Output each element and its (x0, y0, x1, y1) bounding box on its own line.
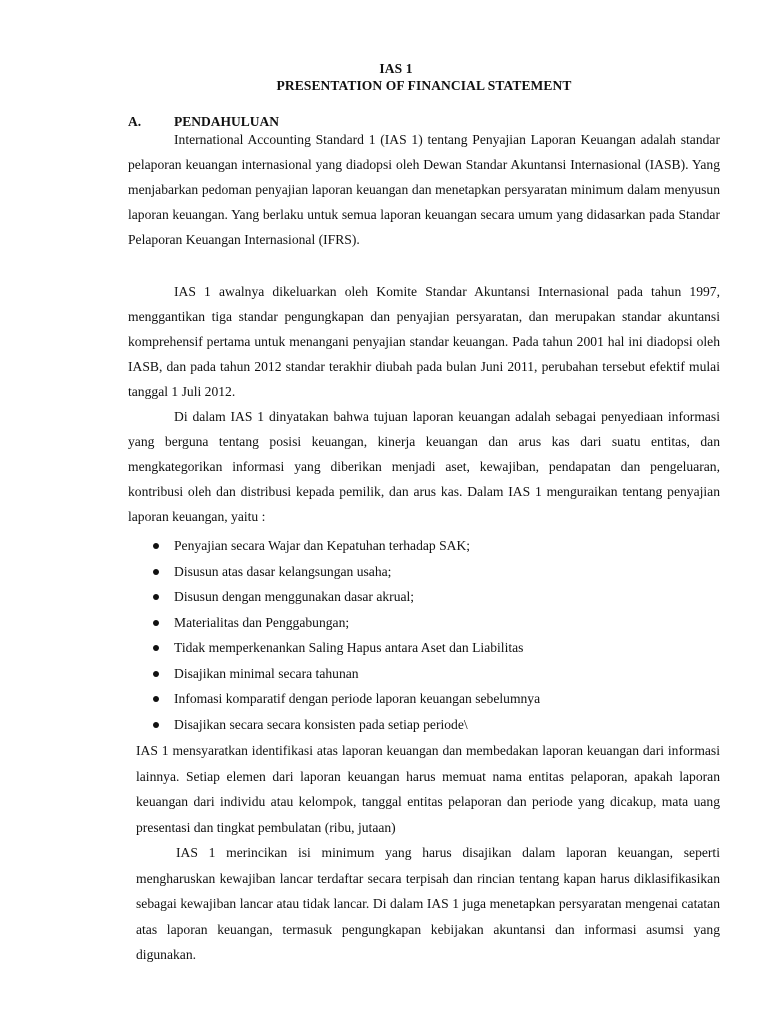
document-title-line-2: PRESENTATION OF FINANCIAL STATEMENT (276, 78, 572, 93)
bullet-dot-icon (153, 543, 159, 549)
list-item-text: Disusun atas dasar kelangsungan usaha; (174, 563, 392, 579)
bullet-dot-icon (153, 671, 159, 677)
list-item (148, 559, 728, 585)
list-item (148, 635, 728, 661)
paragraph-minimum-content: IAS 1 merincikan isi minimum yang harus disajikan dalam laporan keuangan, seperti mengharuskan kewajiban lancar terdaftar secara terpisah dan rincian tentang kapan harus diklasifikasikan sebagai kewajiban lancar atau tidak lancar. Di dalam IAS 1 juga menetapkan persyaratan mengenai catatan atas laporan keuangan, termasuk pengungkapan kebijakan akuntansi dan informasi asumsi yang digunakan. (136, 845, 720, 962)
bullet-dot-icon (153, 594, 159, 600)
bullet-dot-icon (153, 620, 159, 626)
paragraph-objective: Di dalam IAS 1 dinyatakan bahwa tujuan laporan keuangan adalah sebagai penyediaan informasi yang berguna tentang posisi keuangan, kinerja keuangan dan arus kas dari suatu entitas, dan mengkategorikan informasi yang diberikan menjadi aset, kewajiban, pendapatan dan pengeluaran, kontribusi oleh dan distribusi kepada pemilik, dan arus kas. Dalam IAS 1 menguraikan tentang penyajian laporan keuangan, yaitu : (128, 409, 720, 524)
list-item (148, 661, 728, 687)
paragraph-identification: IAS 1 mensyaratkan identifikasi atas laporan keuangan dan membedakan laporan keuangan dari informasi lainnya. Setiap elemen dari laporan keuangan harus memuat nama entitas pelaporan, apakah laporan keuangan dari individu atau kelompok, tanggal entitas pelaporan dan periode yang dicakup, mata uang presentasi dan tingkat pembulatan (ribu, jutaan) (136, 743, 720, 835)
list-item-text: Materialitas dan Penggabungan; (174, 614, 350, 630)
paragraph-intro: International Accounting Standard 1 (IAS 1) tentang Penyajian Laporan Keuangan adalah standar pelaporan keuangan internasional yang diadopsi oleh Dewan Standar Akuntansi Internasional (IASB). Yang menjabarkan pedoman penyajian laporan keuangan dan menetapkan persyaratan minimum dalam menyusun laporan keuangan. Yang berlaku untuk semua laporan keuangan secara umum yang didasarkan pada Standar Pelaporan Keuangan Internasional (IFRS). (128, 132, 720, 247)
bullet-dot-icon (153, 722, 159, 728)
section-title: PENDAHULUAN (174, 114, 280, 129)
list-item-text: Tidak memperkenankan Saling Hapus antara Aset dan Liabilitas (174, 640, 524, 655)
bullet-dot-icon (153, 696, 159, 702)
list-item-text: Penyajian secara Wajar dan Kepatuhan terhadap SAK; (174, 538, 471, 553)
list-item-text: Disusun dengan menggunakan dasar akrual; (174, 589, 415, 604)
list-item-text: Infomasi komparatif dengan periode laporan keuangan sebelumnya (174, 691, 541, 706)
list-item (148, 686, 728, 712)
list-item-text: Disajikan secara secara konsisten pada setiap periode\ (174, 716, 468, 732)
list-item-text: Disajikan minimal secara tahunan (174, 665, 359, 681)
bullet-list (148, 533, 728, 737)
bullet-dot-icon (153, 645, 159, 651)
list-item (148, 610, 728, 636)
paragraph-history: IAS 1 awalnya dikeluarkan oleh Komite Standar Akuntansi Internasional pada tahun 1997, menggantikan tiga standar pengungkapan dan penyajian persyaratan, dan merupakan standar akuntansi komprehensif pertama untuk menangani penyajian standar keuangan. Pada tahun 2001 hal ini diadopsi oleh IASB, dan pada tahun 2012 standar terakhir diubah pada bulan Juni 2011, perubahan tersebut efektif mulai tanggal 1 Juli 2012. (128, 284, 720, 399)
bullet-dot-icon (153, 569, 159, 575)
list-item (148, 584, 728, 610)
document-title-line-1: IAS 1 (379, 61, 413, 76)
list-item (148, 533, 728, 559)
section-letter: A. (128, 114, 142, 129)
list-item (148, 712, 728, 738)
